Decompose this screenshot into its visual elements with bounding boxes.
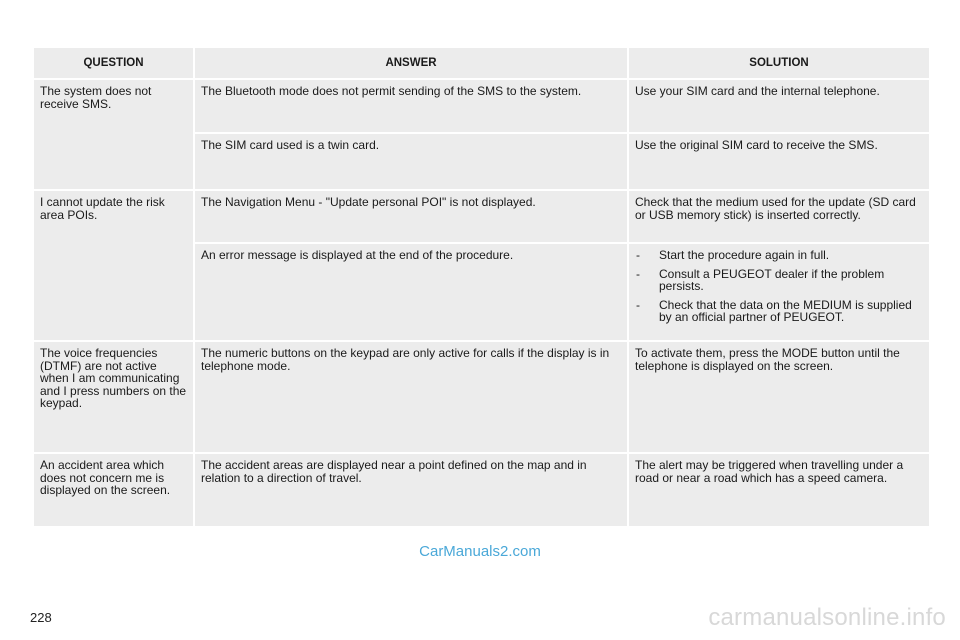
solution-list xyxy=(635,249,923,324)
answer-cell: The accident areas are displayed near a point defined on the map and in relation to a direction of travel. xyxy=(194,453,628,527)
question-cell: An accident area which does not concern me is displayed on the screen. xyxy=(33,453,194,527)
answer-cell: The Bluetooth mode does not permit sending of the SMS to the system. xyxy=(194,79,628,133)
watermark-top: CarManuals2.com xyxy=(419,543,541,560)
header-row xyxy=(33,47,930,79)
page-number: 228 xyxy=(30,610,52,625)
question-cell: The voice frequencies (DTMF) are not active when I am communicating and I press numbers on the keypad. xyxy=(33,341,194,453)
answer-cell: The numeric buttons on the keypad are only active for calls if the display is in telephone mode. xyxy=(194,341,628,453)
question-cell: I cannot update the risk area POIs. xyxy=(33,190,194,341)
solution-cell: Check that the medium used for the update (SD card or USB memory stick) is inserted correctly. xyxy=(628,190,930,243)
table-row xyxy=(33,79,930,133)
table-row xyxy=(33,341,930,453)
answer-cell: An error message is displayed at the end of the procedure. xyxy=(194,243,628,341)
header-answer: ANSWER xyxy=(194,47,628,79)
list-item: - Start the procedure again in full. xyxy=(635,249,923,262)
watermark-bottom: carmanualsonline.info xyxy=(708,604,946,631)
solution-cell: Use your SIM card and the internal telephone. xyxy=(628,79,930,133)
solution-cell: Use the original SIM card to receive the SMS. xyxy=(628,133,930,190)
solution-cell: The alert may be triggered when travelling under a road or near a road which has a speed camera. xyxy=(628,453,930,527)
table-row xyxy=(33,453,930,527)
solution-cell xyxy=(628,243,930,341)
solution-cell: To activate them, press the MODE button until the telephone is displayed on the screen. xyxy=(628,341,930,453)
header-solution: SOLUTION xyxy=(628,47,930,79)
header-question: QUESTION xyxy=(33,47,194,79)
table-row xyxy=(33,190,930,243)
answer-cell: The Navigation Menu - "Update personal POI" is not displayed. xyxy=(194,190,628,243)
list-item: - Check that the data on the MEDIUM is supplied by an official partner of PEUGEOT. xyxy=(635,299,923,324)
faq-table xyxy=(32,46,931,528)
list-item: - Consult a PEUGEOT dealer if the problem persists. xyxy=(635,268,923,293)
answer-cell: The SIM card used is a twin card. xyxy=(194,133,628,190)
question-cell: The system does not receive SMS. xyxy=(33,79,194,190)
